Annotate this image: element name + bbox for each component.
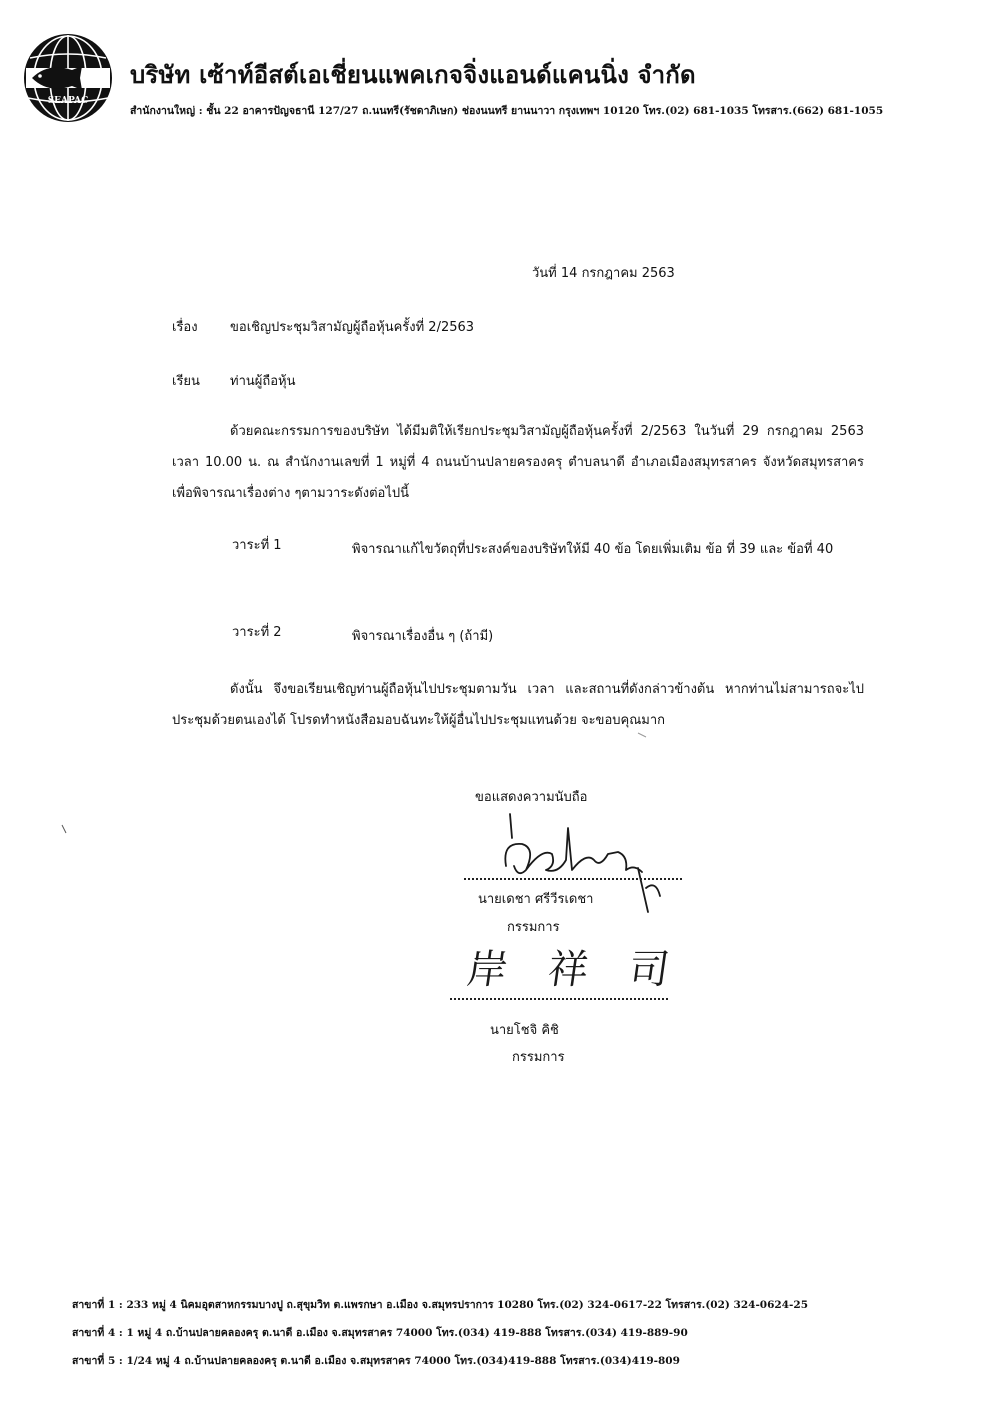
signer-position-1: กรรมการ <box>507 920 560 935</box>
logo-text: SEAPAC <box>47 96 89 106</box>
subject-label: เรื่อง <box>172 320 198 335</box>
agenda-text: พิจารณาเรื่องอื่น ๆ (ถ้ามี) <box>352 629 494 644</box>
salutation-text: ท่านผู้ถือหุ้น <box>230 374 296 389</box>
signature-2: 岸 祥 司 <box>464 947 687 993</box>
closing-phrase: ขอแสดงความนับถือ <box>475 790 588 805</box>
signer-position-2: กรรมการ <box>512 1050 565 1065</box>
closing-text: ดังนั้น จึงขอเรียนเชิญท่านผู้ถือหุ้นไปประชุมตามวัน เวลา และสถานที่ดังกล่าวข้างต้น หากท่านไม่สามารถจะไปประชุมด้วยตนเองได้ โปรดทำหนังสือมอบฉันทะให้ผู้อื่นไปประชุมแทนด้วย จะขอบคุณมาก <box>172 682 864 728</box>
footer-branch-5: สาขาที่ 5 : 1/24 หมู่ 4 ถ.บ้านปลายคลองครุ ต.นาดี อ.เมือง จ.สมุทรสาคร 74000 โทร.(034)419-888 โทรสาร.(034)419-809 <box>72 1355 680 1367</box>
agenda-label: วาระที่ 1 <box>232 538 282 553</box>
signer-name-1: นายเดชา ศรีวีรเดชา <box>478 892 594 907</box>
seapac-logo <box>22 32 114 124</box>
letter-date: วันที่ 14 กรกฎาคม 2563 <box>532 266 675 281</box>
subject-text: ขอเชิญประชุมวิสามัญผู้ถือหุ้นครั้งที่ 2/2563 <box>230 320 475 335</box>
intro-paragraph <box>172 416 864 509</box>
salutation-row <box>172 370 296 391</box>
closing-paragraph <box>172 674 864 736</box>
signature-line-1 <box>464 878 682 880</box>
footer-branch-1: สาขาที่ 1 : 233 หมู่ 4 นิคมอุตสาหกรรมบางปู ถ.สุขุมวิท ต.แพรกษา อ.เมือง จ.สมุทรปราการ 10280 โทร.(02) 324-0617-22 โทรสาร.(02) 324-0624-25 <box>72 1299 808 1311</box>
footer-branch-4: สาขาที่ 4 : 1 หมู่ 4 ถ.บ้านปลายคลองครุ ต.นาดี อ.เมือง จ.สมุทรสาคร 74000 โทร.(034) 419-888 โทรสาร.(034) 419-889-90 <box>72 1327 688 1339</box>
agenda-text: พิจารณาแก้ไขวัตถุที่ประสงค์ของบริษัทให้มี 40 ข้อ โดยเพิ่มเติม ข้อ ที่ 39 และ ข้อที่ 40 <box>352 542 834 557</box>
signer-name-2: นายโชจิ คิชิ <box>490 1023 559 1038</box>
intro-text: ด้วยคณะกรรมการของบริษัท ได้มีมติให้เรียกประชุมวิสามัญผู้ถือหุ้นครั้งที่ 2/2563 ในวันที่ 29 กรกฎาคม 2563 เวลา 10.00 น. ณ สำนักงานเลขที่ 1 หมู่ที่ 4 ถนนบ้านปลายครองครุ ตำบลนาดี อำเภอเมืองสมุทรสาคร จังหวัดสมุทรสาคร เพื่อพิจารณาเรื่องต่าง ๆตามวาระดังต่อไปนี้ <box>172 424 864 501</box>
salutation-label: เรียน <box>172 374 200 389</box>
agenda-label: วาระที่ 2 <box>232 625 282 640</box>
company-name: บริษัท เซ้าท์อีสต์เอเชี่ยนแพคเกจจิ่งแอนด์แคนนิ่ง จำกัด <box>130 60 696 89</box>
hq-address: สำนักงานใหญ่ : ชั้น 22 อาคารปัญจธานี 127/27 ถ.นนทรี(รัชดาภิเษก) ช่องนนทรี ยานนาวา กรุงเทพฯ 10120 โทร.(02) 681-1035 โทรสาร.(662) 681-1055 <box>130 105 884 117</box>
signature-line-2 <box>450 998 668 1000</box>
subject-row <box>172 316 474 337</box>
